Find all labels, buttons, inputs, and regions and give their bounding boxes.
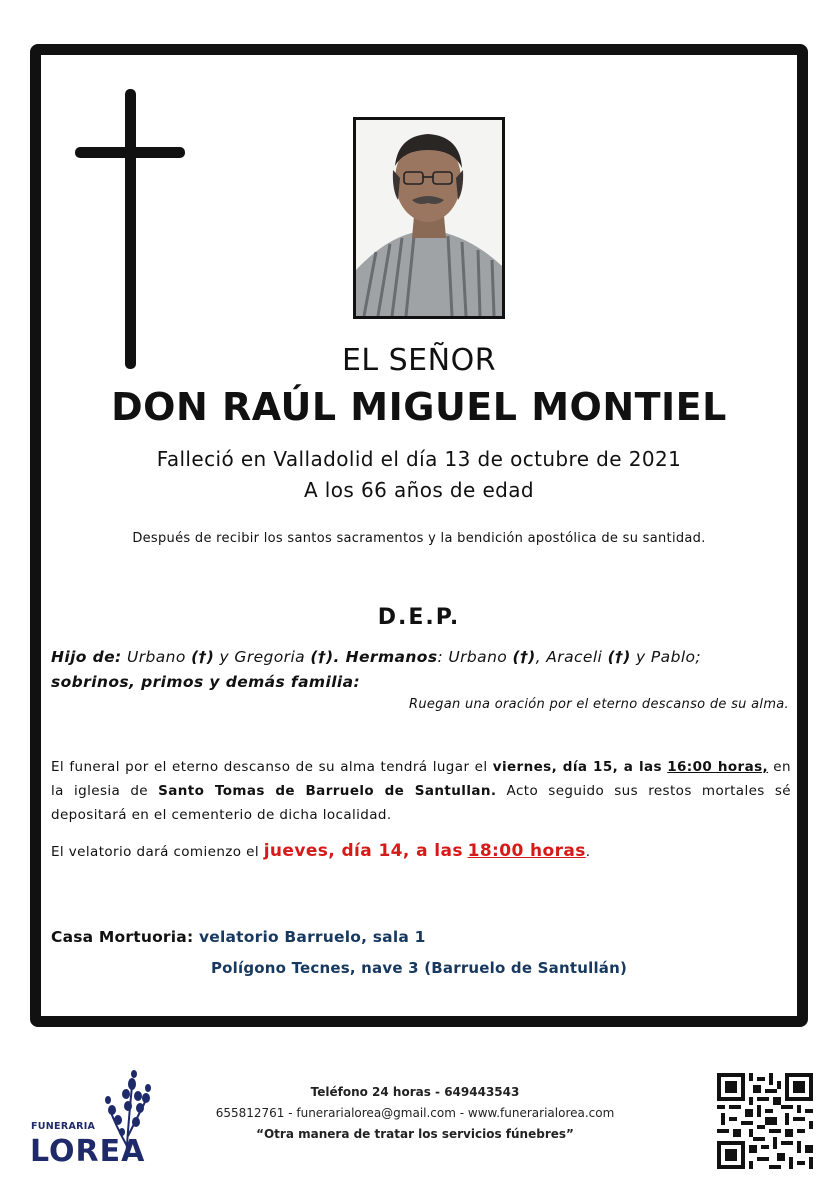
- funeral-day: viernes, día 15, a las: [492, 759, 662, 775]
- mortuary-address: Polígono Tecnes, nave 3 (Barruelo de Santullán): [210, 959, 628, 977]
- hermanos-label: Hermanos: [345, 648, 438, 666]
- parent-urbano: Urbano: [121, 648, 192, 666]
- mortuary-colon: :: [186, 928, 199, 946]
- footer-contact-line[interactable]: 655812761 - funerarialorea@gmail.com - www.funerarialorea.com: [215, 1106, 615, 1120]
- title-senor: EL SEÑOR: [341, 343, 497, 378]
- lorea-logo: [28, 1066, 158, 1171]
- funeral-burial: Acto seguido sus restos mortales sé depositará en el cementerio de dicha localidad.: [51, 783, 792, 823]
- wake-day: jueves, día 14, a las: [263, 841, 463, 861]
- deceased-name: DON RAÚL MIGUEL MONTIEL: [111, 385, 727, 429]
- funeral-time: 16:00 horas,: [667, 759, 769, 775]
- mortuary-line: [51, 928, 426, 946]
- age-info: A los 66 años de edad: [303, 478, 535, 502]
- footer-slogan: “Otra manera de tratar los servicios fúnebres”: [256, 1127, 574, 1141]
- logo-lorea: LOREA: [30, 1134, 146, 1169]
- cross-mark: (†): [512, 648, 536, 666]
- parent-gregoria: y Gregoria: [214, 648, 311, 666]
- cross-mark: (†): [191, 648, 215, 666]
- wake-time: 18:00 horas: [467, 841, 586, 861]
- funeral-intro: El funeral por el eterno descanso de su alma tendrá lugar el: [51, 759, 493, 775]
- other-family: sobrinos, primos y demás familia:: [51, 673, 361, 691]
- footer-phone: Teléfono 24 horas - 649443543: [310, 1085, 520, 1099]
- hijo-label: Hijo de:: [51, 648, 122, 666]
- cross-mark: (†): [310, 648, 334, 666]
- cross-icon-horizontal: [75, 147, 185, 158]
- wake-paragraph: [51, 841, 791, 861]
- deceased-photo: [353, 117, 505, 319]
- cross-mark: (†): [607, 648, 631, 666]
- sibling-pablo: y Pablo;: [630, 648, 702, 666]
- funeral-church: Santo Tomas de Barruelo de Santullan.: [158, 783, 497, 799]
- funeral-paragraph: [51, 755, 791, 827]
- cross-icon-vertical: [125, 89, 136, 369]
- death-info: Falleció en Valladolid el día 13 de octubre de 2021: [156, 447, 682, 471]
- funeral-location-intro: en la iglesia de: [51, 759, 791, 799]
- sacraments-text: Después de recibir los santos sacramentos y la bendición apostólica de su santidad.: [132, 531, 706, 546]
- family-paragraph: Hijo de: Urbano (†) y Gregoria (†). Hermanos: Urbano (†), Araceli (†) y Pablo; sobrinos, primos y demás familia:: [51, 648, 702, 691]
- footer-contact: [175, 1082, 655, 1145]
- sibling-araceli: , Araceli: [535, 648, 608, 666]
- mortuary-place: velatorio Barruelo, sala 1: [198, 928, 426, 946]
- wake-intro: El velatorio dará comienzo el: [51, 844, 264, 860]
- wake-suffix: .: [585, 844, 591, 860]
- prayer-request: Ruegan una oración por el eterno descanso de su alma.: [409, 697, 789, 712]
- dep-heading: D.E.P.: [377, 605, 461, 630]
- qr-code-icon[interactable]: [717, 1073, 813, 1169]
- logo-funeraria: FUNERARIA: [31, 1121, 96, 1132]
- obituary-frame: [30, 44, 808, 1027]
- mortuary-label: Casa Mortuoria: [51, 928, 187, 946]
- sibling-urbano: : Urbano: [437, 648, 513, 666]
